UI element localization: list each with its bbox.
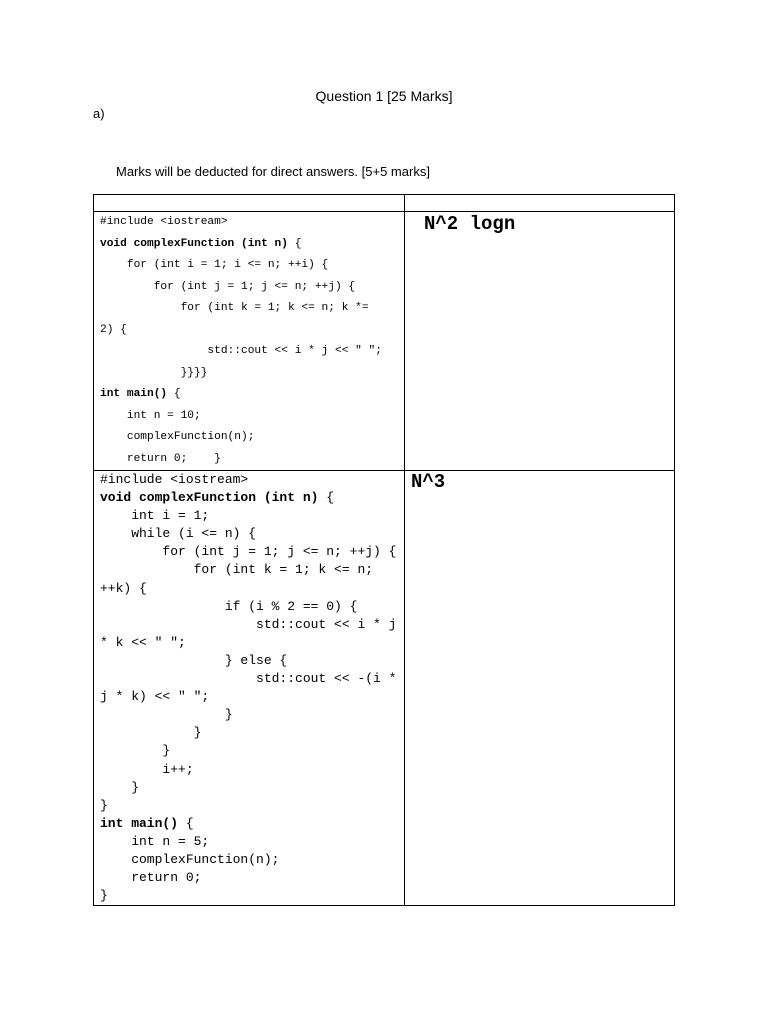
code-line [100, 652, 404, 670]
code-line [100, 815, 404, 833]
code-text: } [100, 707, 233, 723]
code-line [100, 742, 404, 760]
code-text: for (int j = 1; j <= n; ++j) { [100, 544, 397, 560]
code-text: { [178, 815, 194, 831]
code-text: } [100, 888, 108, 904]
code-line [100, 869, 404, 887]
code-line [100, 298, 404, 320]
code-text: return 0; } [100, 452, 221, 465]
code-text: for (int i = 1; i <= n; ++i) { [100, 259, 329, 271]
header-cell-answer [405, 195, 675, 212]
code-line [100, 561, 404, 579]
code-line [100, 706, 404, 724]
code-keyword-bold: int main() [100, 388, 168, 400]
code-text: j * k) << " "; [100, 689, 210, 705]
code-text: std::cout << i * j [100, 616, 397, 632]
code-line [100, 406, 404, 428]
code-text: complexFunction(n); [100, 851, 280, 867]
code-keyword-bold: int main() [100, 815, 179, 831]
code-text: return 0; [100, 870, 202, 886]
answer-1: N^2 logn [424, 213, 516, 235]
code-line [100, 507, 404, 525]
code-text: i++; [100, 761, 194, 777]
code-text: for (int k = 1; k <= n; [100, 562, 374, 578]
code-line [100, 212, 404, 234]
code-line [100, 427, 404, 449]
code-line [100, 616, 404, 634]
code-line [100, 797, 404, 815]
code-line [100, 255, 404, 277]
code-text: } [100, 743, 171, 759]
code-text: #include <iostream> [100, 472, 249, 487]
code-text: #include <iostream> [100, 216, 228, 228]
table-row [94, 471, 675, 906]
code-line [100, 489, 404, 507]
code-line [100, 277, 404, 299]
code-text: }}}} [100, 366, 208, 379]
code-line [100, 851, 404, 869]
code-line [100, 525, 404, 543]
code-line [100, 634, 404, 652]
code-line [100, 598, 404, 616]
code-line [100, 543, 404, 561]
code-text: } [100, 779, 140, 795]
code-line [100, 887, 404, 905]
code-line [100, 688, 404, 706]
code-text: std::cout << i * j << " "; [100, 345, 382, 357]
code-line [100, 580, 404, 598]
code-line [100, 320, 404, 342]
code-line [100, 670, 404, 688]
part-label: a) [93, 106, 105, 121]
code-cell-1 [94, 212, 405, 471]
code-text: int n = 5; [100, 833, 210, 849]
code-line [100, 384, 404, 406]
table-row [94, 212, 675, 471]
code-text: int n = 10; [100, 409, 201, 422]
table-header-row [94, 195, 675, 212]
code-line [100, 779, 404, 797]
question-table [93, 194, 675, 906]
code-line [100, 341, 404, 363]
code-text: for (int k = 1; k <= n; k *= [100, 302, 369, 314]
code-text: ++k) { [100, 580, 147, 596]
code-text: } [100, 797, 108, 813]
code-text: } [100, 725, 202, 741]
code-text: while (i <= n) { [100, 526, 257, 542]
code-text: { [318, 490, 335, 506]
code-keyword-bold: void complexFunction (int n) [100, 490, 319, 506]
code-text: complexFunction(n); [100, 431, 255, 443]
code-line [100, 363, 404, 385]
instruction-text: Marks will be deducted for direct answers. [5+5 marks] [116, 164, 430, 179]
code-line [100, 234, 404, 256]
header-cell-code [94, 195, 405, 212]
code-text: 2) { [100, 323, 127, 336]
code-line [100, 449, 404, 471]
code-block-1 [94, 212, 404, 470]
answer-cell-2 [405, 471, 675, 906]
code-line [100, 833, 404, 851]
code-text: int i = 1; [100, 508, 210, 524]
code-text: for (int j = 1; j <= n; ++j) { [100, 280, 356, 293]
code-line [100, 761, 404, 779]
code-text: if (i % 2 == 0) { [100, 598, 358, 614]
code-text: { [167, 388, 181, 400]
code-line [100, 471, 404, 489]
code-keyword-bold: void complexFunction (int n) [100, 237, 288, 250]
code-block-2 [94, 471, 404, 905]
code-cell-2 [94, 471, 405, 906]
code-line [100, 724, 404, 742]
code-text: } else { [100, 652, 288, 668]
code-text: * k << " "; [100, 634, 186, 650]
answer-cell-1 [405, 212, 675, 471]
question-title: Question 1 [25 Marks] [315, 88, 453, 104]
code-text: std::cout << -(i * [100, 671, 397, 687]
code-text: { [287, 237, 302, 250]
answer-2: N^3 [411, 471, 446, 493]
